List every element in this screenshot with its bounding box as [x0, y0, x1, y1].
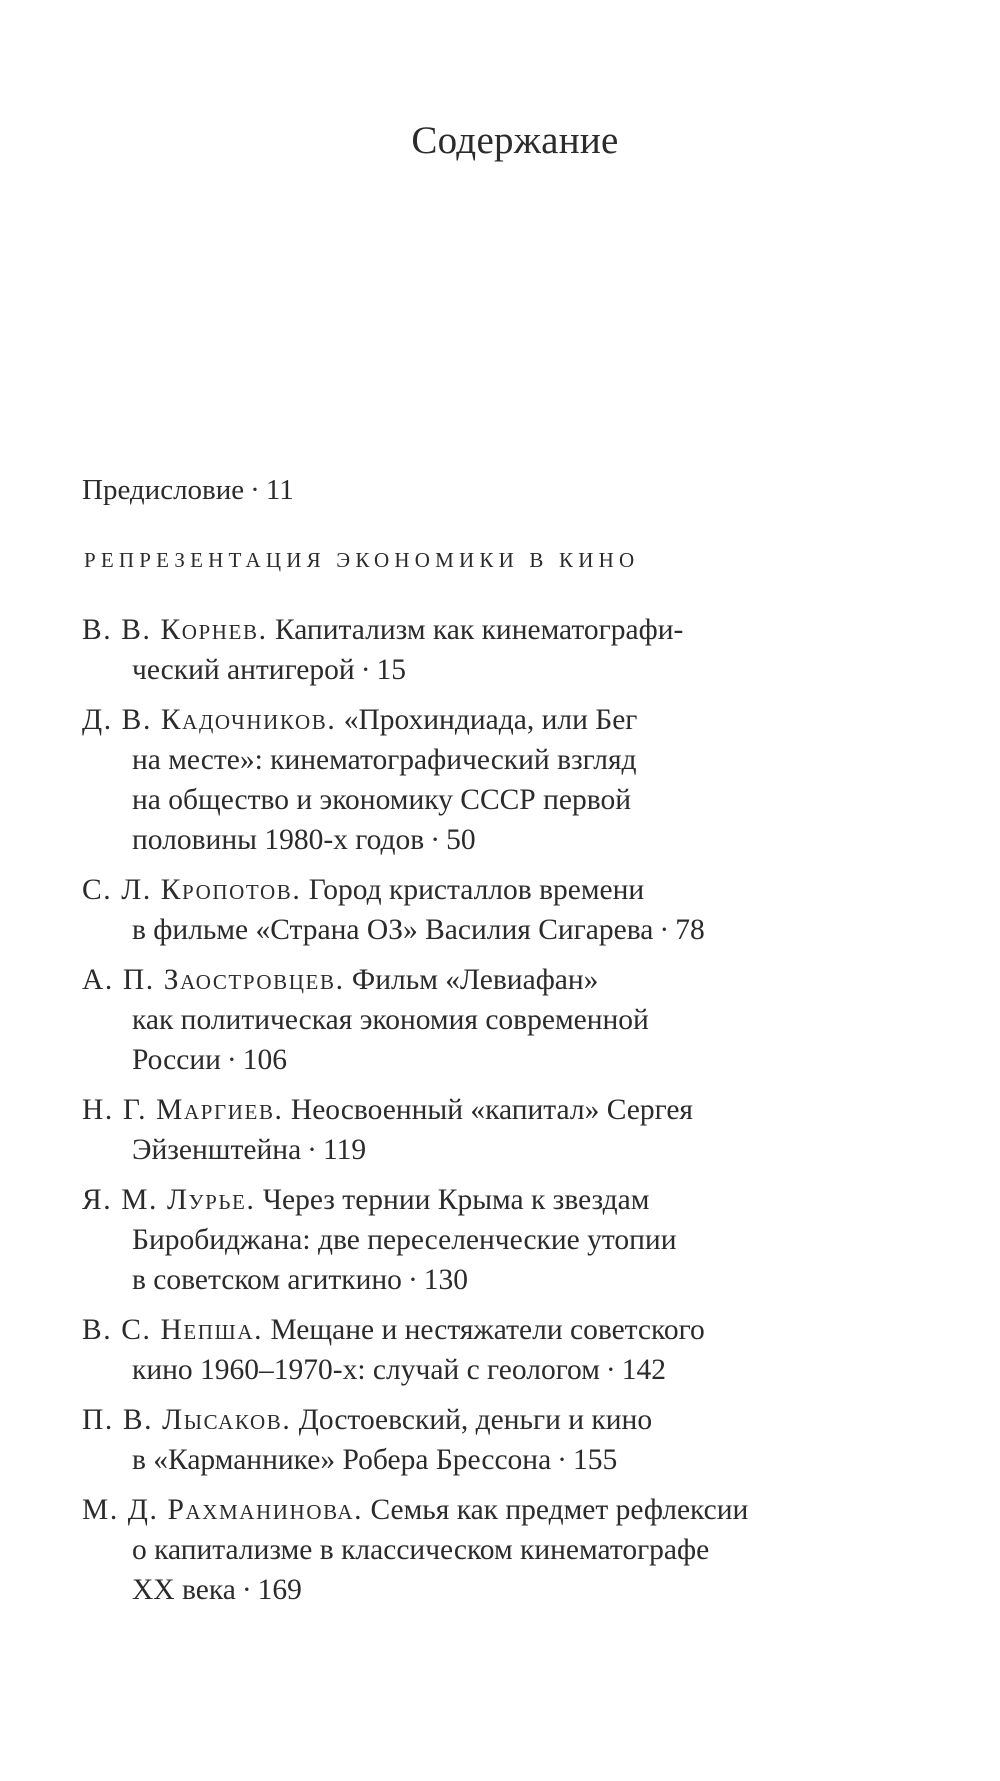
- entry-page-number: 78: [675, 914, 705, 946]
- toc-entry-first-line: [82, 1400, 962, 1440]
- toc-entry-continuation: [82, 780, 962, 820]
- toc-entry-continuation: [82, 1440, 962, 1480]
- entry-page-number: 50: [446, 824, 476, 856]
- toc-entry-continuation: [82, 1220, 962, 1260]
- toc-entry-first-line: [82, 700, 962, 740]
- entry-page-number: 130: [423, 1264, 469, 1296]
- section-heading: РЕПРЕЗЕНТАЦИЯ ЭКОНОМИКИ В КИНО: [84, 548, 640, 572]
- toc-entry-continuation: [82, 1260, 962, 1300]
- toc-entry-continuation: [82, 1530, 962, 1570]
- entry-page-number: 169: [257, 1574, 302, 1606]
- entry-author: В. В. Корнев.: [82, 614, 268, 646]
- toc-entry: [82, 1400, 962, 1480]
- page-separator: ·: [241, 1574, 252, 1606]
- entry-title-line: Биробиджана: две переселенческие утопии: [132, 1224, 677, 1256]
- entry-author: А. П. Заостровцев.: [82, 964, 345, 996]
- entry-title-line: Через тернии Крыма к звездам: [262, 1184, 650, 1216]
- entry-title-line: половины 1980-х годов: [132, 824, 425, 856]
- toc-entry-first-line: [82, 1490, 962, 1530]
- page-separator: ·: [307, 1134, 317, 1166]
- entry-author: Д. В. Кадочников.: [82, 704, 337, 736]
- toc-entry: [82, 1090, 962, 1170]
- entry-title-line: Неосвоенный «капитал» Сергея: [290, 1094, 693, 1126]
- entry-title-line: Семья как предмет рефлексии: [370, 1494, 749, 1526]
- entry-title-line: в советском агиткино: [132, 1264, 402, 1296]
- toc-entry-continuation: [82, 910, 962, 950]
- page-separator: ·: [605, 1354, 616, 1386]
- toc-entry: [82, 700, 962, 860]
- preface-entry: [82, 470, 294, 510]
- toc-entry-first-line: [82, 960, 962, 1000]
- toc-entry: [82, 1310, 962, 1390]
- entry-title-line: Достоевский, деньги и кино: [298, 1404, 653, 1436]
- page-separator: ·: [250, 474, 260, 506]
- entry-title-line: Мещане и нестяжатели советского: [270, 1314, 705, 1346]
- toc-entry-continuation: [82, 740, 962, 780]
- entry-title-line: Фильм «Левиафан»: [351, 964, 599, 996]
- toc-entry-continuation: [82, 1570, 962, 1610]
- toc-entry-continuation: [82, 1350, 962, 1390]
- toc-entry: [82, 870, 962, 950]
- page-separator: ·: [407, 1264, 418, 1296]
- toc-entry-continuation: [82, 1130, 962, 1170]
- toc-entries: [82, 610, 962, 1620]
- entry-title-line: на месте»: кинематографический взгляд: [132, 744, 637, 776]
- entry-page-number: 106: [242, 1044, 287, 1076]
- entry-author: Я. М. Лурье.: [82, 1184, 256, 1216]
- toc-entry: [82, 610, 962, 690]
- entry-title-line: кино 1960–1970-х: случай с геологом: [132, 1354, 600, 1386]
- entry-author: В. С. Непша.: [82, 1314, 264, 1346]
- toc-entry: [82, 1490, 962, 1610]
- toc-entry-first-line: [82, 870, 962, 910]
- entry-author: П. В. Лысаков.: [82, 1404, 292, 1436]
- entry-title-line: Город кристаллов времени: [308, 874, 645, 906]
- toc-entry-first-line: [82, 1180, 962, 1220]
- page-separator: ·: [659, 914, 670, 946]
- toc-entry-first-line: [82, 610, 962, 650]
- entry-title-line: Эйзенштейна: [132, 1134, 302, 1166]
- toc-entry-continuation: [82, 650, 962, 690]
- entry-title-line: Капитализм как кинематографи-: [274, 614, 684, 646]
- entry-page-number: 119: [323, 1134, 367, 1166]
- entry-title-line: России: [132, 1044, 221, 1076]
- entry-page-number: 142: [621, 1354, 666, 1386]
- toc-entry-continuation: [82, 1040, 962, 1080]
- entry-title-line: о капитализме в классическом кинематографе: [132, 1534, 710, 1566]
- entry-author: С. Л. Кропотов.: [82, 874, 302, 906]
- entry-title-line: на общество и экономику СССР первой: [132, 784, 631, 816]
- entry-title-line: в «Карманнике» Робера Брессона: [132, 1444, 552, 1476]
- entry-title-line: ческий антигерой: [132, 654, 355, 686]
- entry-title-line: «Прохиндиада, или Бег: [343, 704, 638, 736]
- toc-entry-first-line: [82, 1310, 962, 1350]
- toc-entry: [82, 960, 962, 1080]
- toc-entry-continuation: [82, 1000, 962, 1040]
- entry-title-line: в фильме «Страна ОЗ» Василия Сигарева: [132, 914, 654, 946]
- entry-page-number: 15: [376, 654, 407, 686]
- page-separator: ·: [430, 824, 441, 856]
- toc-entry: [82, 1180, 962, 1300]
- page-title: Содержание: [411, 119, 619, 162]
- page-separator: ·: [557, 1444, 567, 1476]
- entry-author: Н. Г. Маргиев.: [82, 1094, 284, 1126]
- entry-author: М. Д. Рахманинова.: [82, 1494, 364, 1526]
- entry-title-line: ХХ века: [132, 1574, 236, 1606]
- preface-page-number: 11: [265, 474, 294, 506]
- preface-label: Предисловие: [82, 474, 245, 506]
- entry-page-number: 155: [573, 1444, 618, 1476]
- toc-entry-continuation: [82, 820, 962, 860]
- page-separator: ·: [360, 654, 371, 686]
- page-separator: ·: [226, 1044, 237, 1076]
- toc-entry-first-line: [82, 1090, 962, 1130]
- entry-title-line: как политическая экономия современной: [132, 1004, 649, 1036]
